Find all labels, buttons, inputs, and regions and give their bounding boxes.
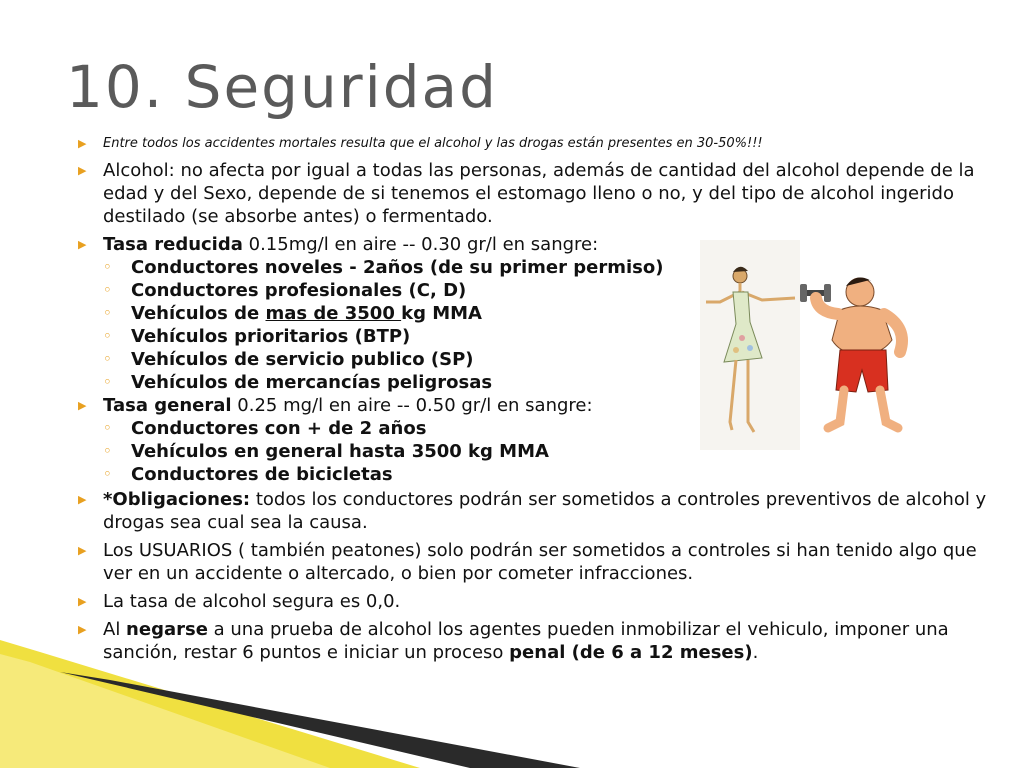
bullet-icon: ▶ xyxy=(78,493,87,506)
list-item-alcohol xyxy=(78,159,996,228)
obligaciones-text: todos los conductores podrán ser sometidos a controles preventivos de alcohol y drogas sea cual sea la causa. xyxy=(103,489,987,533)
bullet-icon: ▶ xyxy=(78,137,87,150)
negarse-mid: a una prueba de alcohol los agentes pueden inmobilizar el vehiculo, imponer una sanción, restar 6 puntos e iniciar un proceso xyxy=(103,619,949,663)
alcohol-label: Alcohol: xyxy=(103,160,175,181)
list-item-tasa-segura xyxy=(78,590,996,613)
bullet-icon: ▶ xyxy=(78,238,87,251)
list-item-intro xyxy=(78,134,996,154)
sub-item-text: Vehículos prioritarios (BTP) xyxy=(131,326,411,347)
sub-bullet-icon: ◦ xyxy=(103,304,112,322)
bullet-icon: ▶ xyxy=(78,623,87,636)
sub-item-text: Vehículos de servicio publico (SP) xyxy=(131,349,474,370)
sub-bullet-icon: ◦ xyxy=(103,465,112,483)
sub-item-text: Vehículos en general hasta 3500 kg MMA xyxy=(131,441,549,462)
negarse-bold: negarse xyxy=(126,619,208,640)
sub-item-text-post: kg MMA xyxy=(401,303,482,324)
sub-item-text-pre: Vehículos de xyxy=(131,303,266,324)
tasa-general-text: 0.25 mg/l en aire -- 0.50 gr/l en sangre: xyxy=(231,395,593,416)
sub-item xyxy=(78,463,996,486)
alcohol-text: no afecta por igual a todas las personas, además de cantidad del alcohol depende de la edad y del Sexo, depende de si tenemos el estomago lleno o no, y del tipo de alcohol ingerido destilado (se absorbe antes) o fermentado. xyxy=(103,160,975,227)
sub-bullet-icon: ◦ xyxy=(103,350,112,368)
bullet-icon: ▶ xyxy=(78,595,87,608)
slide-title: 10. Seguridad xyxy=(66,53,498,121)
sub-item-text: Conductores profesionales (C, D) xyxy=(131,280,467,301)
sub-bullet-icon: ◦ xyxy=(103,373,112,391)
strongman-figure xyxy=(800,277,902,428)
sub-bullet-icon: ◦ xyxy=(103,258,112,276)
sub-item-text-underlined: mas de 3500 xyxy=(265,303,402,324)
usuarios-text: Los USUARIOS ( también peatones) solo podrán ser sometidos a controles si han tenido algo que ver en un accidente o altercado, o bien por cometer infracciones. xyxy=(103,540,977,584)
obligaciones-label: *Obligaciones: xyxy=(103,489,251,510)
list-item-usuarios xyxy=(78,539,996,585)
tasa-general-label: Tasa general xyxy=(103,395,232,416)
sub-bullet-icon: ◦ xyxy=(103,419,112,437)
sub-item-text: Vehículos de mercancías peligrosas xyxy=(131,372,493,393)
negarse-pre: Al xyxy=(103,619,127,640)
penal-bold: penal (de 6 a 12 meses) xyxy=(509,642,753,663)
illustration-woman-and-strongman xyxy=(700,240,930,450)
decorative-banner xyxy=(0,640,1024,768)
banner-light-stripe xyxy=(0,654,330,768)
sub-bullet-icon: ◦ xyxy=(103,327,112,345)
negarse-post: . xyxy=(752,642,759,663)
tasa-reducida-label: Tasa reducida xyxy=(103,234,243,255)
sub-bullet-icon: ◦ xyxy=(103,442,112,460)
bullet-icon: ▶ xyxy=(78,544,87,557)
sub-item-text: Conductores de bicicletas xyxy=(131,464,393,485)
tasa-segura-text: La tasa de alcohol segura es 0,0. xyxy=(103,591,401,612)
sub-item-text: Conductores con + de 2 años xyxy=(131,418,427,439)
sub-item-text: Conductores noveles - 2años (de su primer permiso) xyxy=(131,257,664,278)
tasa-reducida-text: 0.15mg/l en aire -- 0.30 gr/l en sangre: xyxy=(242,234,599,255)
sub-bullet-icon: ◦ xyxy=(103,281,112,299)
bullet-icon: ▶ xyxy=(78,399,87,412)
list-item-obligaciones xyxy=(78,488,996,534)
intro-text: Entre todos los accidentes mortales resulta que el alcohol y las drogas están presentes en 30-50%!!! xyxy=(103,136,763,151)
bullet-icon: ▶ xyxy=(78,164,87,177)
